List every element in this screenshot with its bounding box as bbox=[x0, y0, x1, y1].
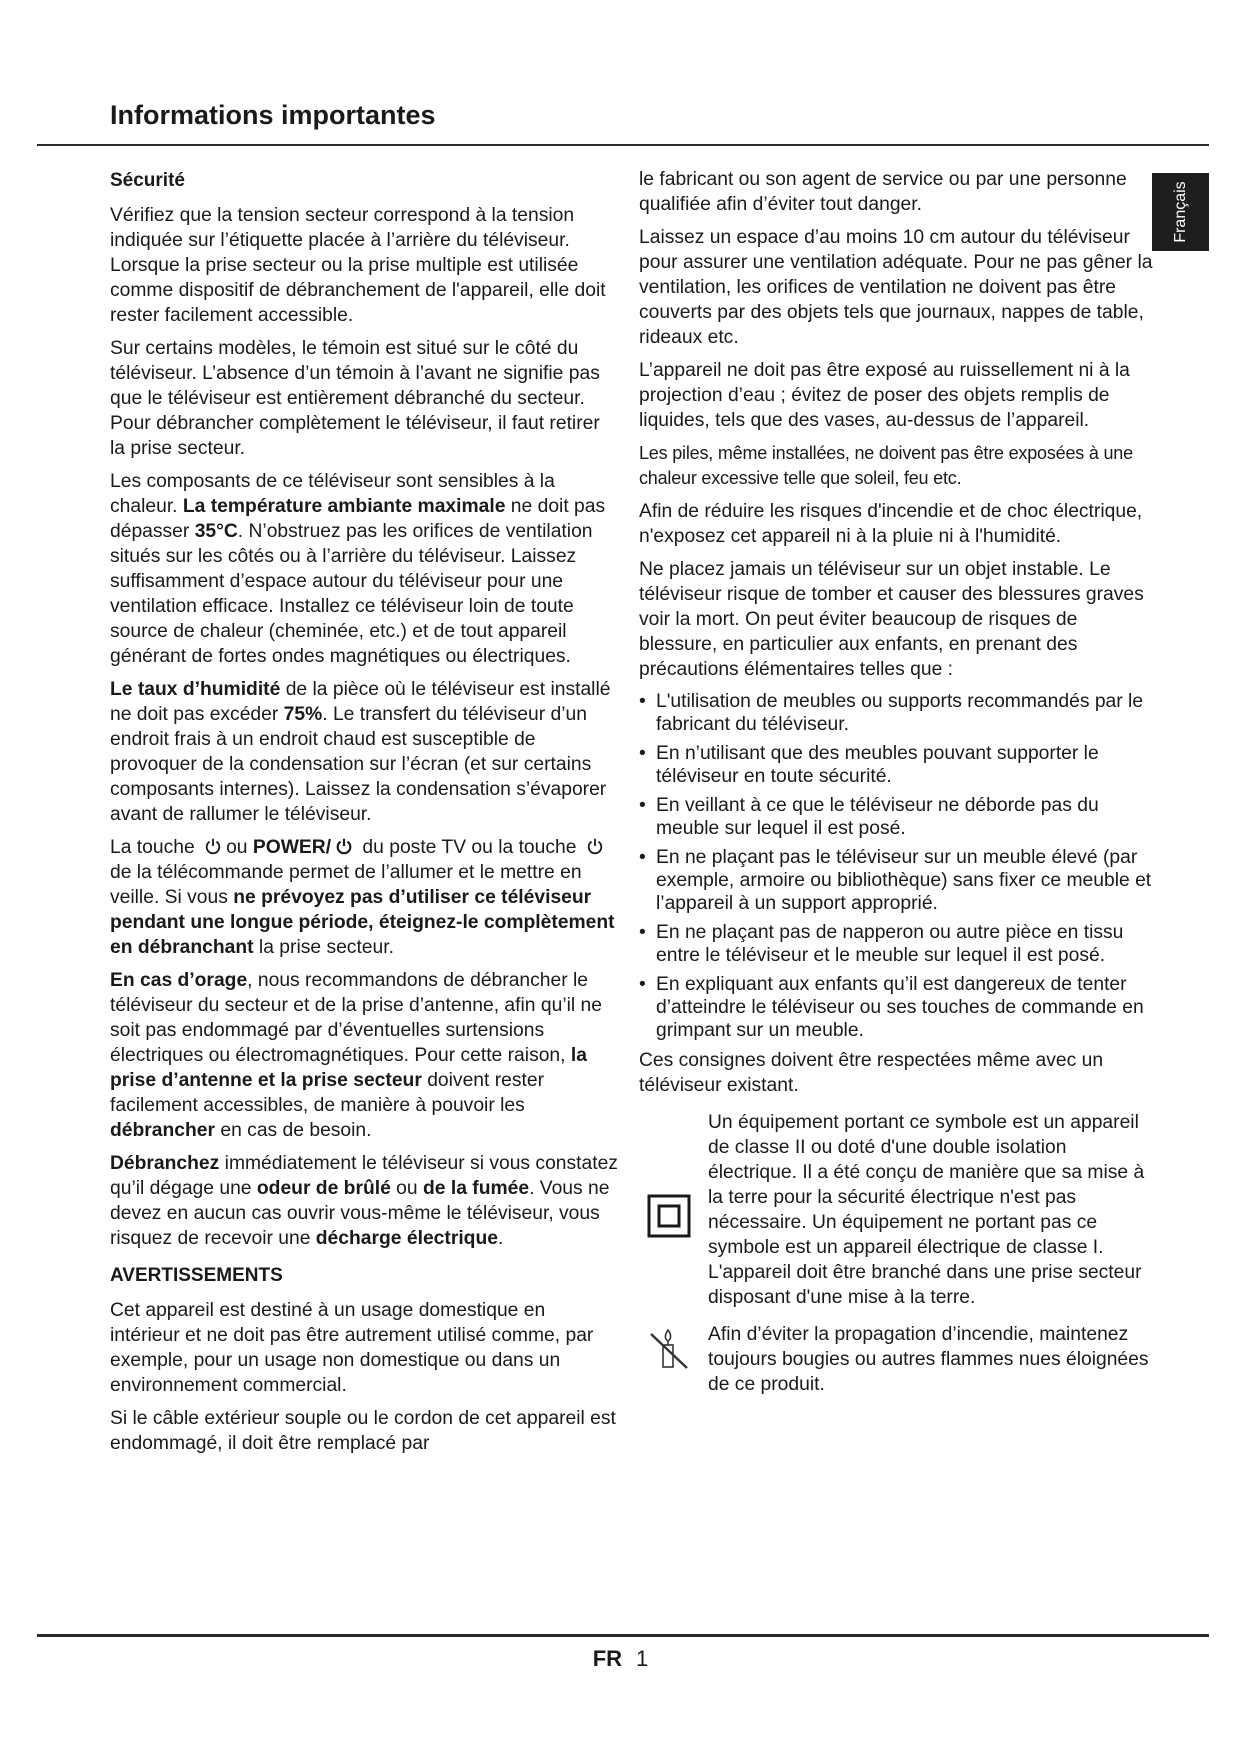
bottom-rule bbox=[37, 1634, 1209, 1637]
list-item: • En ne plaçant pas le téléviseur sur un meuble élevé (par exemple, armoire ou bibliothèque) sans fixer ce meuble et l’appareil à un support approprié. bbox=[639, 846, 1159, 915]
paragraph-water: L’appareil ne doit pas être exposé au ruissellement ni à la projection d’eau ; évitez de poser des objets remplis de liquides, tels que des vases, au-dessus de l’appareil. bbox=[639, 360, 1130, 431]
page-footer bbox=[0, 1646, 1241, 1672]
paragraph-existing-tv: Ces consignes doivent être respectées même avec un téléviseur existant. bbox=[639, 1050, 1104, 1096]
paragraph-rain: Afin de réduire les risques d'incendie et de choc électrique, n'exposez cet appareil ni à la pluie ni à l'humidité. bbox=[639, 501, 1143, 547]
left-column bbox=[110, 168, 618, 1464]
language-tab-label: Français bbox=[1171, 181, 1189, 243]
right-column bbox=[639, 167, 1159, 1405]
list-item: • L'utilisation de meubles ou supports recommandés par le fabricant du téléviseur. bbox=[639, 690, 1159, 736]
class-ii-section bbox=[639, 1110, 1159, 1310]
top-rule bbox=[37, 144, 1209, 146]
power-icon bbox=[333, 837, 355, 855]
paragraph-smoke: Débranchez immédiatement le téléviseur si vous constatez qu’il dégage une odeur de brûlé ou de la fumée. Vous ne devez en aucun cas ouvrir vous-même le téléviseur, vous risquez de recevoir une décharge électrique. bbox=[110, 1153, 618, 1249]
paragraph-power: La touche ou POWER/ du poste TV ou la touche de la télécommande permet de l’allumer et le mettre en veille. Si vous ne prévoyez pas d’utiliser ce téléviseur pendant une longue période, éteignez-le complètement en débranchant la prise secteur. bbox=[110, 837, 615, 958]
paragraph-cable-cont: le fabricant ou son agent de service ou par une personne qualifiée afin d’éviter tout danger. bbox=[639, 169, 1127, 215]
no-open-flame-icon bbox=[647, 1326, 693, 1372]
paragraph-stability: Ne placez jamais un téléviseur sur un objet instable. Le téléviseur risque de tomber et causer des blessures graves voir la mort. On peut éviter beaucoup de risques de blessure, en particulier aux enfants, en prenant des précautions élémentaires telles que : bbox=[639, 559, 1144, 680]
language-code: FR bbox=[592, 1646, 623, 1671]
paragraph-domestic-use: Cet appareil est destiné à un usage domestique en intérieur et ne doit pas être autrement utilisé comme, par exemple, pour un usage non domestique ou dans un environnement commercial. bbox=[110, 1300, 594, 1396]
list-item: • En veillant à ce que le téléviseur ne déborde pas du meuble sur lequel il est posé. bbox=[639, 794, 1159, 840]
stability-list bbox=[639, 690, 1159, 1042]
power-icon bbox=[202, 837, 224, 855]
paragraph-voltage: Vérifiez que la tension secteur correspond à la tension indiquée sur l’étiquette placée à l’arrière du téléviseur. Lorsque la prise secteur ou la prise multiple est utilisée comme dispositif de débranchement de l'appareil, elle doit rester facilement accessible. bbox=[110, 205, 606, 326]
list-item: • En ne plaçant pas de napperon ou autre pièce en tissu entre le téléviseur et le meuble sur lequel il est posé. bbox=[639, 921, 1159, 967]
securite-heading: Sécurité bbox=[110, 170, 185, 191]
page-number: 1 bbox=[636, 1646, 649, 1671]
paragraph-cable: Si le câble extérieur souple ou le cordon de cet appareil est endommagé, il doit être remplacé par bbox=[110, 1408, 616, 1454]
flame-warning-text: Afin d’éviter la propagation d’incendie, maintenez toujours bougies ou autres flammes nues éloignées de ce produit. bbox=[708, 1324, 1149, 1395]
list-item: • En n’utilisant que des meubles pouvant supporter le téléviseur en toute sécurité. bbox=[639, 742, 1159, 788]
double-insulation-icon bbox=[647, 1194, 691, 1238]
paragraph-indicator: Sur certains modèles, le témoin est situé sur le côté du téléviseur. L’absence d’un témoin à l’avant ne signifie pas que le téléviseur est entièrement débranché du secteur. Pour débrancher complètement le téléviseur, il faut retirer la prise secteur. bbox=[110, 338, 600, 459]
page-title: Informations importantes bbox=[110, 100, 436, 130]
paragraph-storm: En cas d’orage, nous recommandons de débrancher le téléviseur du secteur et de la prise d’antenne, afin qu’il ne soit pas endommagé par d’éventuelles surtensions électriques ou électromagnétiques. Pour cette raison, la prise d’antenne et la prise secteur doivent rester facilement accessibles, de manière à pouvoir les débrancher en cas de besoin. bbox=[110, 970, 602, 1141]
class-ii-text: Un équipement portant ce symbole est un appareil de classe II ou doté d'une double isolation électrique. Il a été conçu de manière que sa mise à la terre pour la sécurité électrique n'est pas nécessaire. Un équipement ne portant pas ce symbole est un appareil électrique de classe I. L'appareil doit être branché dans une prise secteur disposant d'une mise à la terre. bbox=[708, 1112, 1145, 1308]
power-icon bbox=[584, 837, 606, 855]
paragraph-heat: Les composants de ce téléviseur sont sensibles à la chaleur. La température ambiante maximale ne doit pas dépasser 35°C. N’obstruez pas les orifices de ventilation situés sur les côtés ou à l’arrière du téléviseur. Laissez suffisamment d’espace autour du téléviseur pour une ventilation efficace. Installez ce téléviseur loin de toute source de chaleur (cheminée, etc.) et de tout appareil générant de fortes ondes magnétiques ou électriques. bbox=[110, 471, 606, 667]
paragraph-ventilation: Laissez un espace d’au moins 10 cm autour du téléviseur pour assurer une ventilation adéquate. Pour ne pas gêner la ventilation, les orifices de ventilation ne doivent pas être couverts par des objets tels que journaux, nappes de table, rideaux etc. bbox=[639, 227, 1153, 348]
flame-warning-section bbox=[639, 1322, 1159, 1397]
avertissements-heading: AVERTISSEMENTS bbox=[110, 1265, 283, 1286]
list-item: • En expliquant aux enfants qu’il est dangereux de tenter d’atteindre le téléviseur ou ses touches de commande en grimpant sur un meuble. bbox=[639, 973, 1159, 1042]
language-tab bbox=[1152, 173, 1209, 251]
paragraph-humidity: Le taux d’humidité de la pièce où le téléviseur est installé ne doit pas excéder 75%. Le transfert du téléviseur d’un endroit frais à un endroit chaud est susceptible de provoquer de la condensation sur l’écran (et sur certains composants internes). Laissez la condensation s’évaporer avant de rallumer le téléviseur. bbox=[110, 679, 611, 825]
paragraph-batteries: Les piles, même installées, ne doivent pas être exposées à une chaleur excessive telle que soleil, feu etc. bbox=[639, 443, 1133, 488]
